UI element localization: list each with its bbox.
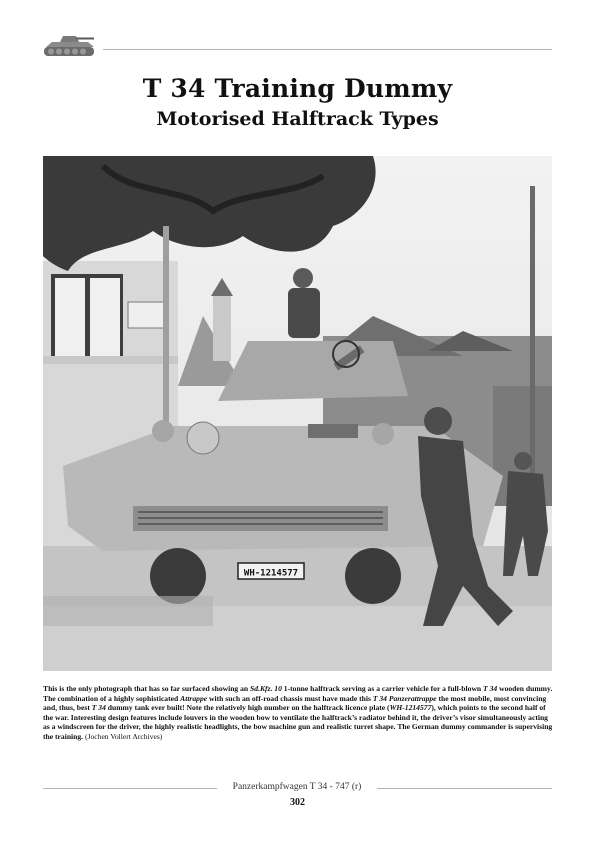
photo-caption: This is the only photograph that has so far surfaced showing an Sd.Kfz. 10 1-tonne halftrack serving as a carrier vehicle for a full-blown T 34 wooden dummy. The combination of a highly sophisticated Attrappe with such an off-road chassis must have made this T 34 Panzerattrappe the most mobile, most convincing and, thus, best T 34 dummy tank ever built! Note the relatively high number on the halftrack licence plate (WH-1214577), which points to the second half of the war. Interesting design features include louvers in the wooden bow to ventilate the halftrack’s radiator behind it, the driver’s visor simultaneously acting as a windscreen for the driver, the highly realistic headlights, the bow machine gun and realistic turret shape. The German dummy commander is supervising the training. (Jochen Vollert Archives) — [43, 684, 553, 741]
header-rule — [103, 49, 552, 50]
page-subtitle: Motorised Halftrack Types — [156, 108, 439, 130]
footer-book-title: Panzerkampfwagen T 34 - 747 (r) — [232, 782, 362, 792]
photo-credit: (Jochen Vollert Archives) — [83, 731, 163, 741]
t34-tank-logo-icon — [42, 30, 98, 60]
footer-rule-right — [377, 788, 552, 789]
licence-plate-text: WH-1214577 — [243, 568, 299, 579]
photo-t34-dummy-halftrack — [43, 156, 552, 671]
page-title: T 34 Training Dummy — [142, 74, 453, 103]
footer-rule-left — [43, 788, 217, 789]
page-number: 302 — [290, 797, 305, 808]
